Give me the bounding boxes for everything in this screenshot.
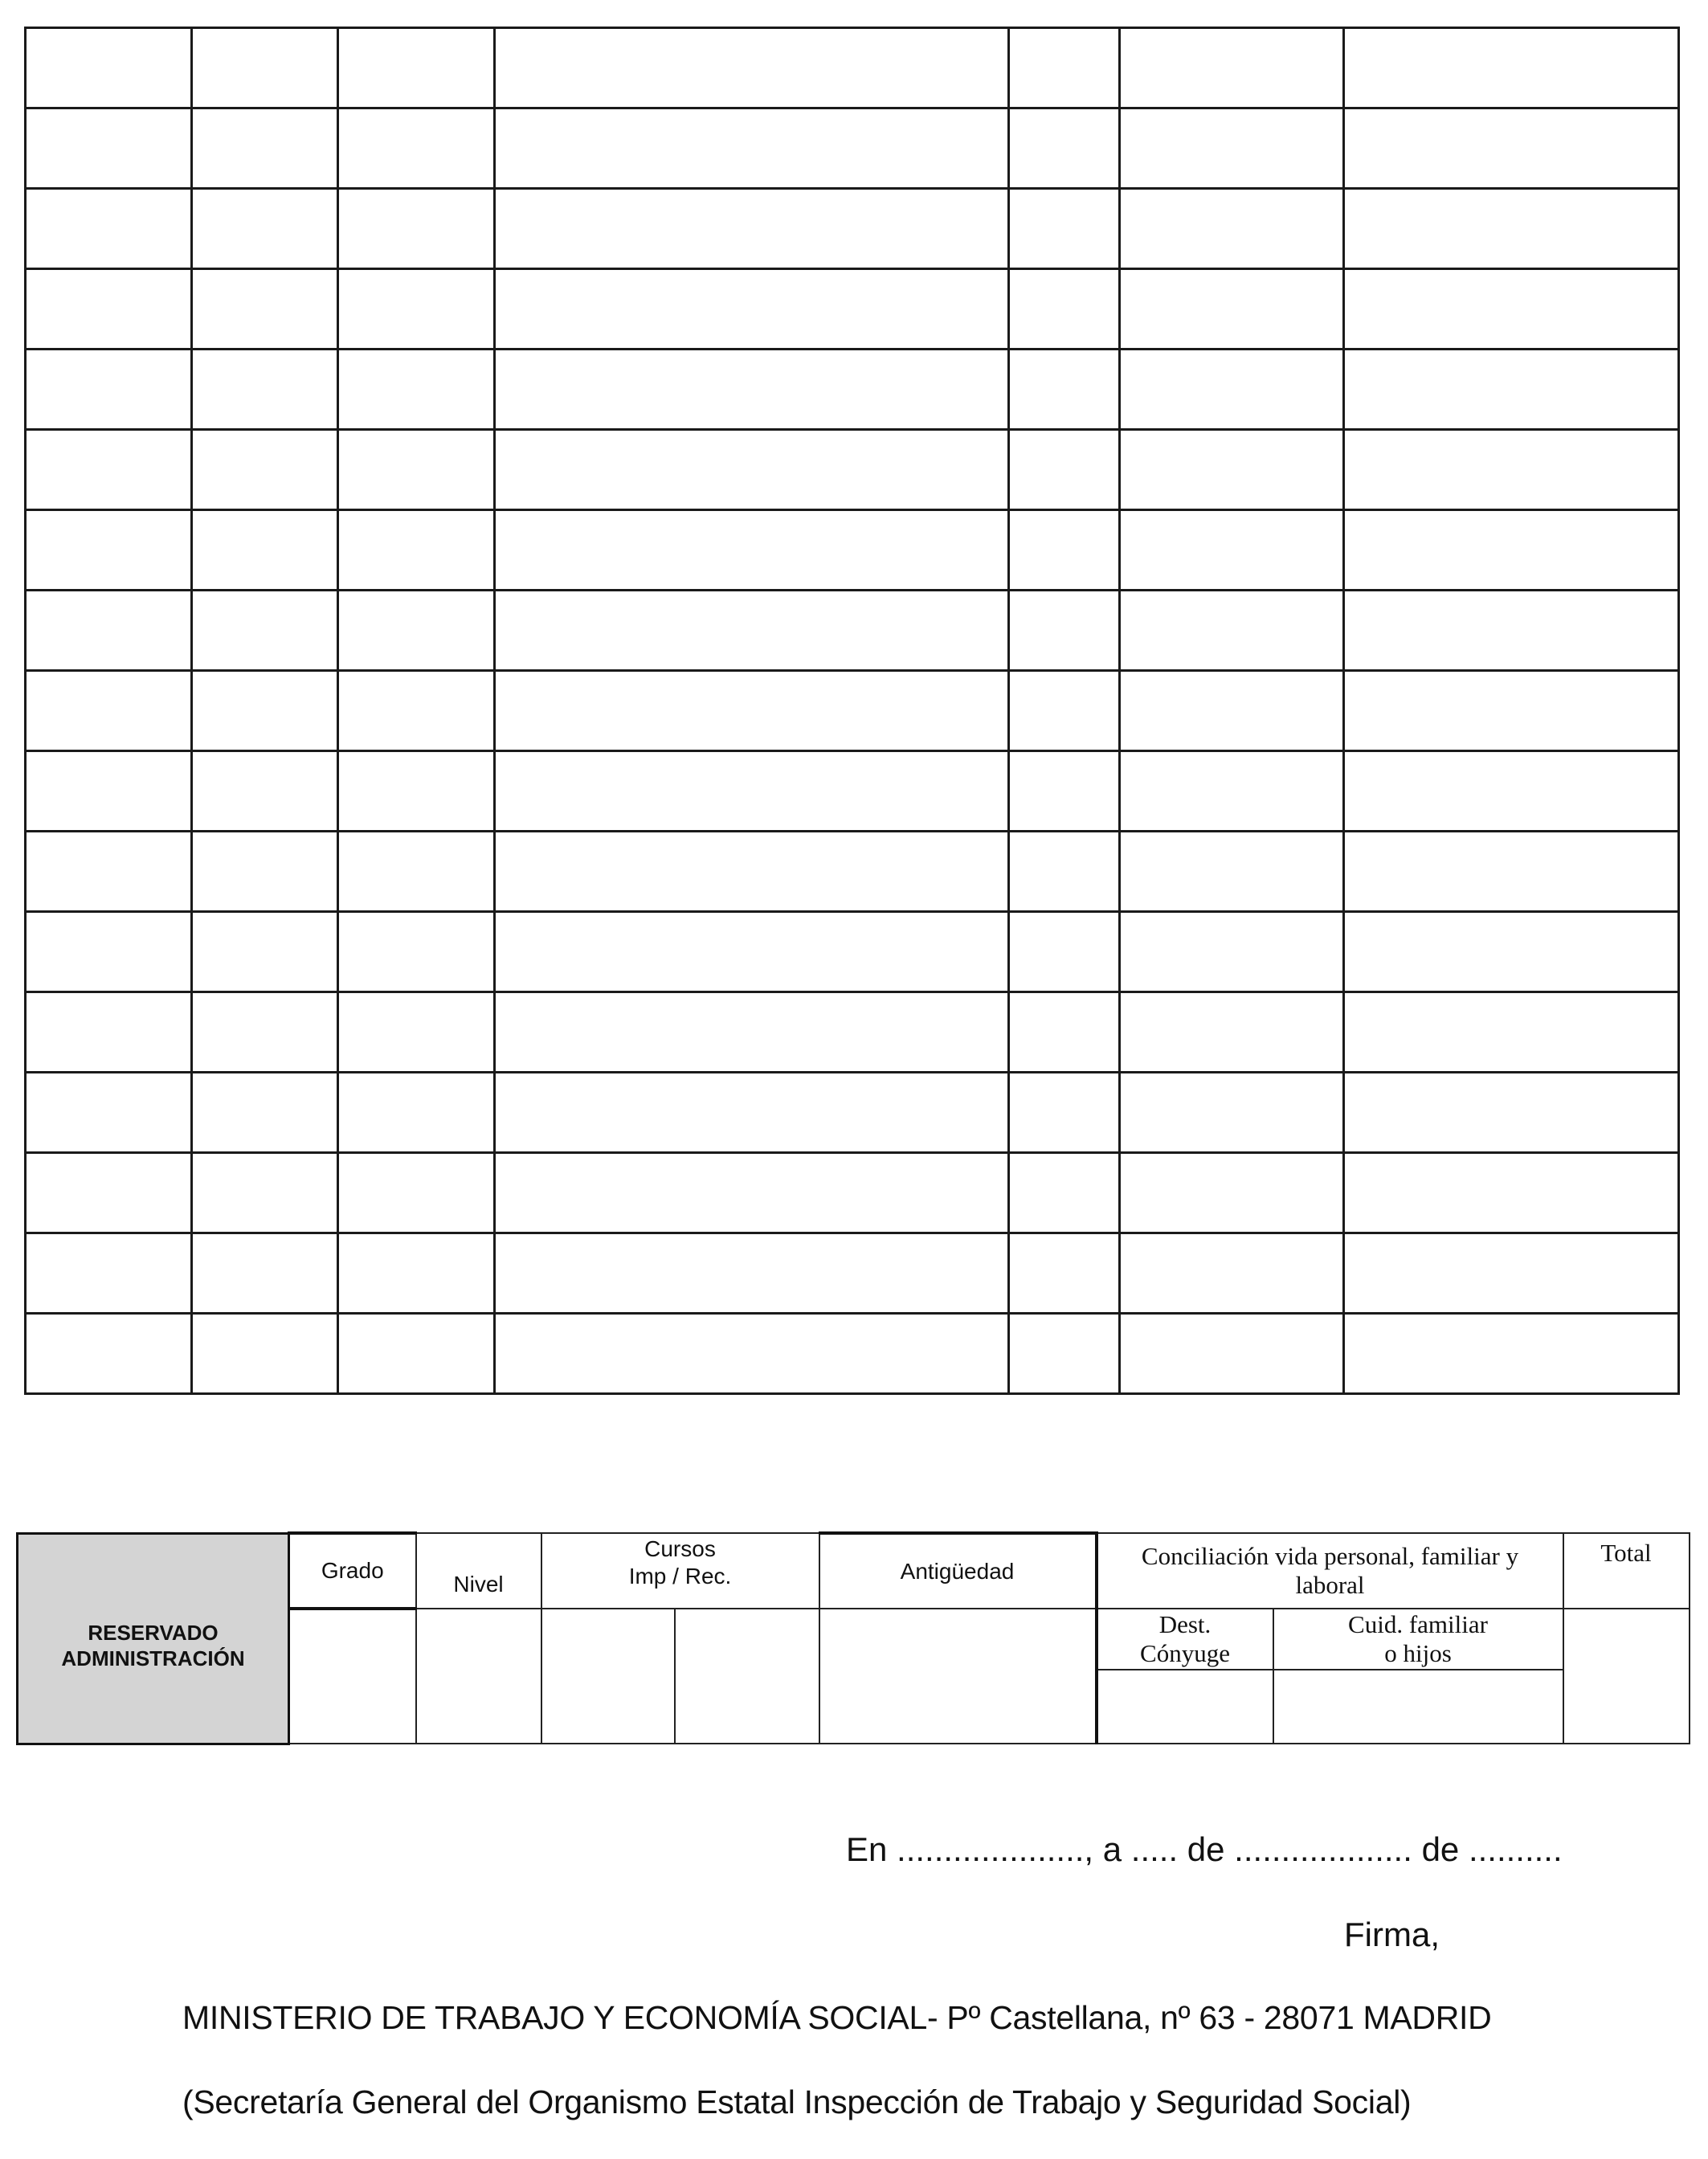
grid-row xyxy=(26,1153,1679,1233)
grid-cell xyxy=(338,832,495,912)
grid-cell xyxy=(1344,1153,1679,1233)
grid-cell xyxy=(1344,350,1679,430)
grid-cell xyxy=(192,510,338,591)
grid-cell xyxy=(1344,510,1679,591)
grid-cell xyxy=(1120,751,1344,832)
grid-cell xyxy=(1344,912,1679,992)
date-place-line: En ...................., a ..... de ................... de .......... xyxy=(846,1830,1563,1868)
grid-cell xyxy=(1009,269,1120,350)
grid-cell xyxy=(495,591,1009,671)
grid-cell xyxy=(338,1153,495,1233)
grid-cell xyxy=(1009,28,1120,108)
grid-row xyxy=(26,671,1679,751)
grid-cell xyxy=(1009,751,1120,832)
grid-cell xyxy=(192,1073,338,1153)
grid-cell xyxy=(1120,28,1344,108)
grid-cell xyxy=(338,992,495,1073)
grid-cell xyxy=(1344,671,1679,751)
secretariat-note: (Secretaría General del Organismo Estatal Inspección de Trabajo y Seguridad Social) xyxy=(182,2083,1412,2120)
grid-cell xyxy=(192,992,338,1073)
grid-cell xyxy=(495,751,1009,832)
grid-cell xyxy=(1120,1073,1344,1153)
dest-conyuge-header: Dest. Cónyuge xyxy=(1097,1609,1273,1670)
grid-cell xyxy=(1120,1153,1344,1233)
grid-cell xyxy=(1009,912,1120,992)
grid-cell xyxy=(1009,671,1120,751)
grid-cell xyxy=(1344,832,1679,912)
grid-cell xyxy=(1344,1233,1679,1314)
cursos-rec-cell xyxy=(675,1609,819,1744)
grid-cell xyxy=(495,1233,1009,1314)
antiguedad-cell xyxy=(819,1609,1097,1744)
grid-cell xyxy=(1344,751,1679,832)
reserved-admin-label: RESERVADO ADMINISTRACIÓN xyxy=(18,1533,289,1744)
grid-cell xyxy=(192,28,338,108)
grid-cell xyxy=(26,751,192,832)
grid-cell xyxy=(26,430,192,510)
grid-cell xyxy=(1009,1073,1120,1153)
grid-cell xyxy=(26,912,192,992)
grid-cell xyxy=(495,350,1009,430)
grid-row xyxy=(26,992,1679,1073)
grid-cell xyxy=(1009,992,1120,1073)
grid-cell xyxy=(1120,1233,1344,1314)
grid-cell xyxy=(26,108,192,189)
grid-cell xyxy=(495,28,1009,108)
grid-cell xyxy=(338,108,495,189)
grid-cell xyxy=(1009,189,1120,269)
grid-cell xyxy=(1120,1314,1344,1394)
grid-cell xyxy=(1009,510,1120,591)
grid-cell xyxy=(338,591,495,671)
grid-cell xyxy=(1344,189,1679,269)
grid-cell xyxy=(1009,1314,1120,1394)
grid-cell xyxy=(1344,430,1679,510)
grid-cell xyxy=(1120,350,1344,430)
grid-body xyxy=(26,28,1679,1394)
grid-cell xyxy=(1344,269,1679,350)
grid-cell xyxy=(192,751,338,832)
admin-reserved-table xyxy=(16,1531,1690,1745)
grid-cell xyxy=(26,269,192,350)
grid-cell xyxy=(26,1073,192,1153)
cuid-familiar-header: Cuid. familiar o hijos xyxy=(1273,1609,1563,1670)
grid-cell xyxy=(26,1233,192,1314)
grid-cell xyxy=(26,510,192,591)
grid-cell xyxy=(192,189,338,269)
grid-cell xyxy=(26,1153,192,1233)
grid-cell xyxy=(338,430,495,510)
grid-cell xyxy=(1009,350,1120,430)
grid-cell xyxy=(1120,189,1344,269)
cursos-imp-cell xyxy=(541,1609,675,1744)
grid-cell xyxy=(338,350,495,430)
antiguedad-header: Antigüedad xyxy=(819,1533,1097,1609)
grid-cell xyxy=(1009,591,1120,671)
grid-cell xyxy=(1009,108,1120,189)
grid-cell xyxy=(338,671,495,751)
grid-cell xyxy=(192,1233,338,1314)
grid-cell xyxy=(1344,591,1679,671)
grid-cell xyxy=(338,751,495,832)
grid-cell xyxy=(1009,430,1120,510)
grid-cell xyxy=(192,350,338,430)
grid-cell xyxy=(192,912,338,992)
grid-cell xyxy=(1120,671,1344,751)
grid-cell xyxy=(495,189,1009,269)
signature-label: Firma, xyxy=(1344,1916,1440,1953)
grid-row xyxy=(26,1073,1679,1153)
grid-cell xyxy=(495,269,1009,350)
grid-cell xyxy=(1120,992,1344,1073)
total-cell xyxy=(1563,1609,1690,1744)
cursos-header: Cursos Imp / Rec. xyxy=(541,1533,819,1609)
grid-row xyxy=(26,912,1679,992)
grid-cell xyxy=(495,1073,1009,1153)
grid-row xyxy=(26,832,1679,912)
grid-cell xyxy=(1009,1233,1120,1314)
grid-cell xyxy=(338,1314,495,1394)
grado-header: Grado xyxy=(289,1533,416,1609)
grid-cell xyxy=(338,269,495,350)
grid-cell xyxy=(192,832,338,912)
grid-cell xyxy=(495,832,1009,912)
grid-cell xyxy=(192,430,338,510)
grid-cell xyxy=(192,1153,338,1233)
grid-cell xyxy=(192,108,338,189)
grid-row xyxy=(26,430,1679,510)
grid-row xyxy=(26,269,1679,350)
grado-cell xyxy=(289,1609,416,1744)
grid-cell xyxy=(338,912,495,992)
cuid-familiar-cell xyxy=(1273,1670,1563,1744)
grid-row xyxy=(26,108,1679,189)
grid-cell xyxy=(192,591,338,671)
grid-row xyxy=(26,1233,1679,1314)
grid-cell xyxy=(495,1314,1009,1394)
grid-cell xyxy=(495,912,1009,992)
grid-cell xyxy=(26,671,192,751)
grid-row xyxy=(26,189,1679,269)
grid-cell xyxy=(26,28,192,108)
grid-cell xyxy=(1344,108,1679,189)
grid-cell xyxy=(26,1314,192,1394)
grid-cell xyxy=(495,992,1009,1073)
grid-cell xyxy=(1344,1073,1679,1153)
grid-cell xyxy=(1120,430,1344,510)
nivel-cell xyxy=(416,1609,541,1744)
blank-grid-table xyxy=(24,27,1680,1395)
grid-cell xyxy=(26,992,192,1073)
grid-row xyxy=(26,591,1679,671)
grid-cell xyxy=(1009,832,1120,912)
nivel-header: Nivel xyxy=(416,1533,541,1609)
grid-cell xyxy=(495,1153,1009,1233)
grid-cell xyxy=(1120,832,1344,912)
grid-cell xyxy=(192,1314,338,1394)
grid-cell xyxy=(26,591,192,671)
grid-cell xyxy=(1120,591,1344,671)
grid-cell xyxy=(26,832,192,912)
grid-cell xyxy=(1009,1153,1120,1233)
grid-cell xyxy=(192,671,338,751)
total-header: Total xyxy=(1563,1533,1690,1609)
grid-cell xyxy=(1344,28,1679,108)
grid-row xyxy=(26,510,1679,591)
grid-row xyxy=(26,28,1679,108)
grid-cell xyxy=(1120,108,1344,189)
grid-cell xyxy=(192,269,338,350)
grid-row xyxy=(26,751,1679,832)
grid-cell xyxy=(495,510,1009,591)
grid-cell xyxy=(338,1233,495,1314)
grid-cell xyxy=(1120,912,1344,992)
conciliacion-header: Conciliación vida personal, familiar y laboral xyxy=(1097,1533,1563,1609)
grid-cell xyxy=(495,671,1009,751)
grid-row xyxy=(26,350,1679,430)
grid-cell xyxy=(1344,992,1679,1073)
grid-cell xyxy=(26,189,192,269)
grid-cell xyxy=(338,28,495,108)
grid-cell xyxy=(338,510,495,591)
dest-conyuge-cell xyxy=(1097,1670,1273,1744)
grid-cell xyxy=(495,430,1009,510)
grid-row xyxy=(26,1314,1679,1394)
grid-cell xyxy=(1344,1314,1679,1394)
grid-cell xyxy=(1120,510,1344,591)
grid-cell xyxy=(338,189,495,269)
grid-cell xyxy=(338,1073,495,1153)
grid-cell xyxy=(1120,269,1344,350)
grid-cell xyxy=(26,350,192,430)
grid-cell xyxy=(495,108,1009,189)
ministry-address: MINISTERIO DE TRABAJO Y ECONOMÍA SOCIAL- Pº Castellana, nº 63 - 28071 MADRID xyxy=(182,1999,1492,2036)
